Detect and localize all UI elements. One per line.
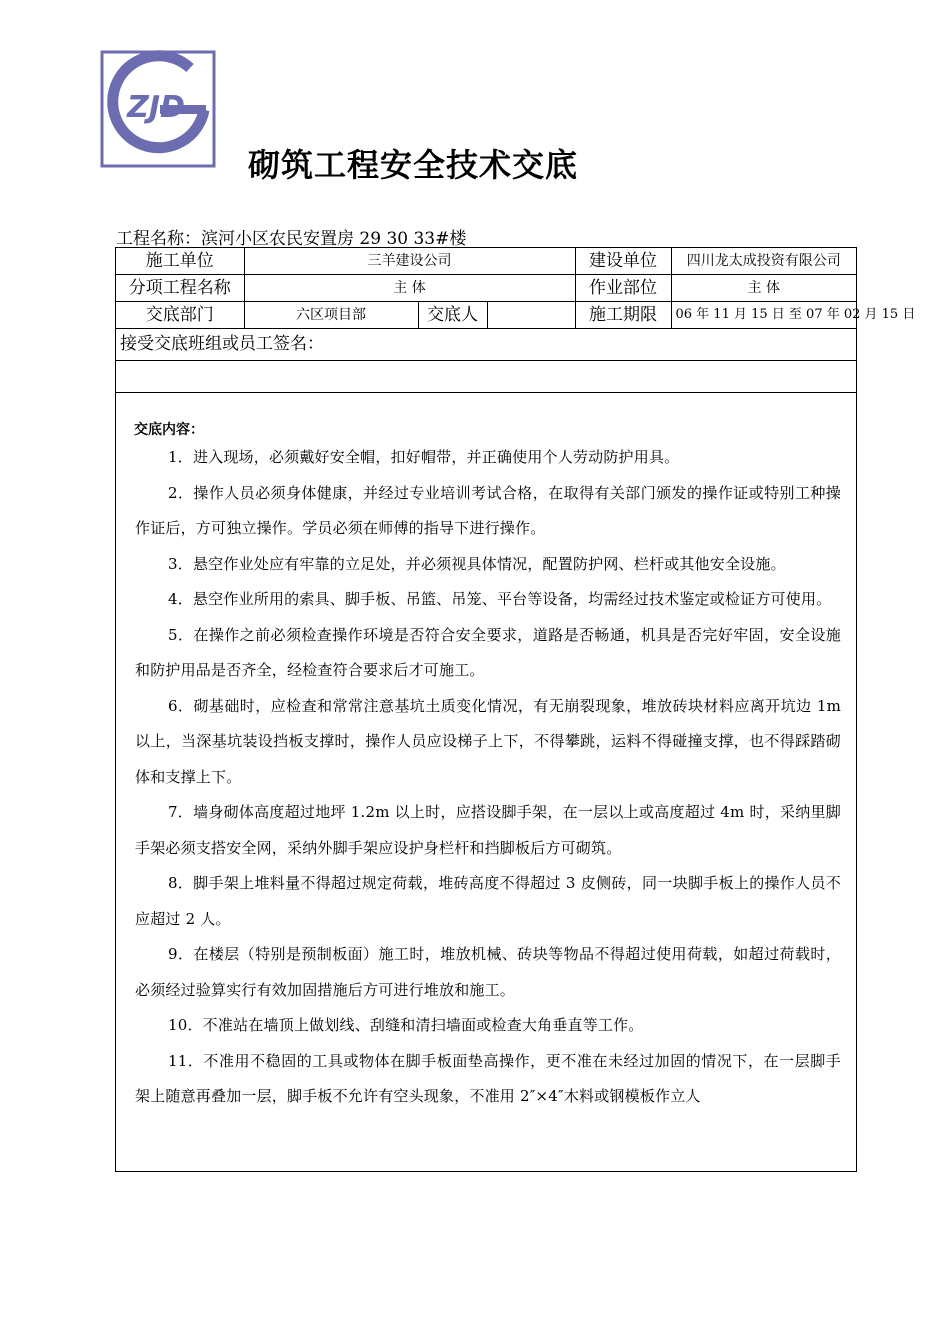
disclosure-sheet [115, 247, 916, 1172]
content-item: 4．悬空作业所用的索具、脚手板、吊篮、吊笼、平台等设备，均需经过技术鉴定或检证方可使用。 [168, 590, 832, 608]
content-item: 3．悬空作业处应有牢靠的立足处，并必须视具体情况，配置防护网、栏杆或其他安全设施。 [168, 554, 786, 573]
project-name-value: 滨河小区农民安置房 29 30 33#楼 [201, 229, 467, 249]
department-value: 六区项目部 [244, 302, 418, 329]
table-row [116, 361, 856, 393]
presenter-value [487, 302, 575, 329]
project-name-label: 工程名称： [116, 229, 201, 249]
content-item: 9．在楼层（特别是预制板面）施工时，堆放机械、砖块等物品不得超过使用荷载，如超过荷载时，必须经过验算实行有效加固措施后方可进行堆放和施工。 [135, 945, 841, 999]
work-area-value: 主 体 [671, 275, 856, 302]
content-item: 6．砌基础时，应检查和常常注意基坑土质变化情况，有无崩裂现象，堆放砖块材料应离开坑边 1m 以上，当深基坑装设挡板支撑时，操作人员应设梯子上下，不得攀跳，运料不得碰撞支撑，也不得踩踏砌体和支撑上下。 [135, 696, 841, 786]
period-label: 施工期限 [575, 302, 671, 329]
company-logo [100, 50, 216, 168]
construction-unit-value: 三羊建设公司 [244, 248, 575, 275]
content-item: 10．不准站在墙顶上做划线、刮缝和清扫墙面或检查大角垂直等工作。 [168, 1016, 644, 1034]
content-item: 5．在操作之前必须检查操作环境是否符合安全要求，道路是否畅通，机具是否完好牢固，安全设施和防护用品是否齐全，经检查符合要求后才可施工。 [135, 625, 841, 679]
table-row [116, 329, 856, 361]
content-items [135, 440, 841, 1115]
work-area-label: 作业部位 [575, 275, 671, 302]
table-row [116, 248, 856, 275]
info-table [116, 248, 916, 393]
construction-unit-label: 施工单位 [116, 248, 244, 275]
content-item: 1．进入现场，必须戴好安全帽，扣好帽带，并正确使用个人劳动防护用具。 [168, 448, 680, 466]
content-item: 7．墙身砌体高度超过地坪 1.2m 以上时，应搭设脚手架，在一层以上或高度超过 4m 时，采纳里脚手架必须支搭安全网，采纳外脚手架应设护身栏杆和挡脚板后方可砌筑。 [135, 803, 841, 857]
table-row [116, 275, 856, 302]
content-item: 11．不准用不稳固的工具或物体在脚手板面垫高操作，更不准在未经过加固的情况下，在一层脚手架上随意再叠加一层，脚手板不允许有空头现象，不准用 2″×4″木料或钢模板作立人 [135, 1051, 841, 1105]
signature-label: 接受交底班组或员工签名： [116, 329, 856, 361]
project-name [116, 224, 466, 249]
sub-project-label: 分项工程名称 [116, 275, 244, 302]
content-item: 2．操作人员必须身体健康，并经过专业培训考试合格，在取得有关部门颁发的操作证或特别工种操作证后，方可独立操作。学员必须在师傅的指导下进行操作。 [135, 483, 841, 537]
owner-unit-label: 建设单位 [575, 248, 671, 275]
table-row [116, 302, 856, 329]
owner-unit-value: 四川龙太成投资有限公司 [671, 248, 856, 275]
presenter-label: 交底人 [418, 302, 487, 329]
document-title: 砌筑工程安全技术交底 [248, 146, 579, 184]
logo-text: ZJD [127, 90, 185, 125]
period-value: 06 年 11 月 15 日 至 07 年 02 月 15 日 [671, 302, 856, 329]
content-item: 8．脚手架上堆料量不得超过规定荷载，堆砖高度不得超过 3 皮侧砖，同一块脚手板上的操作人员不应超过 2 人。 [135, 874, 841, 928]
sub-project-value: 主 体 [244, 275, 575, 302]
signature-area [116, 361, 856, 393]
content-label: 交底内容： [134, 422, 204, 438]
department-label: 交底部门 [116, 302, 244, 329]
